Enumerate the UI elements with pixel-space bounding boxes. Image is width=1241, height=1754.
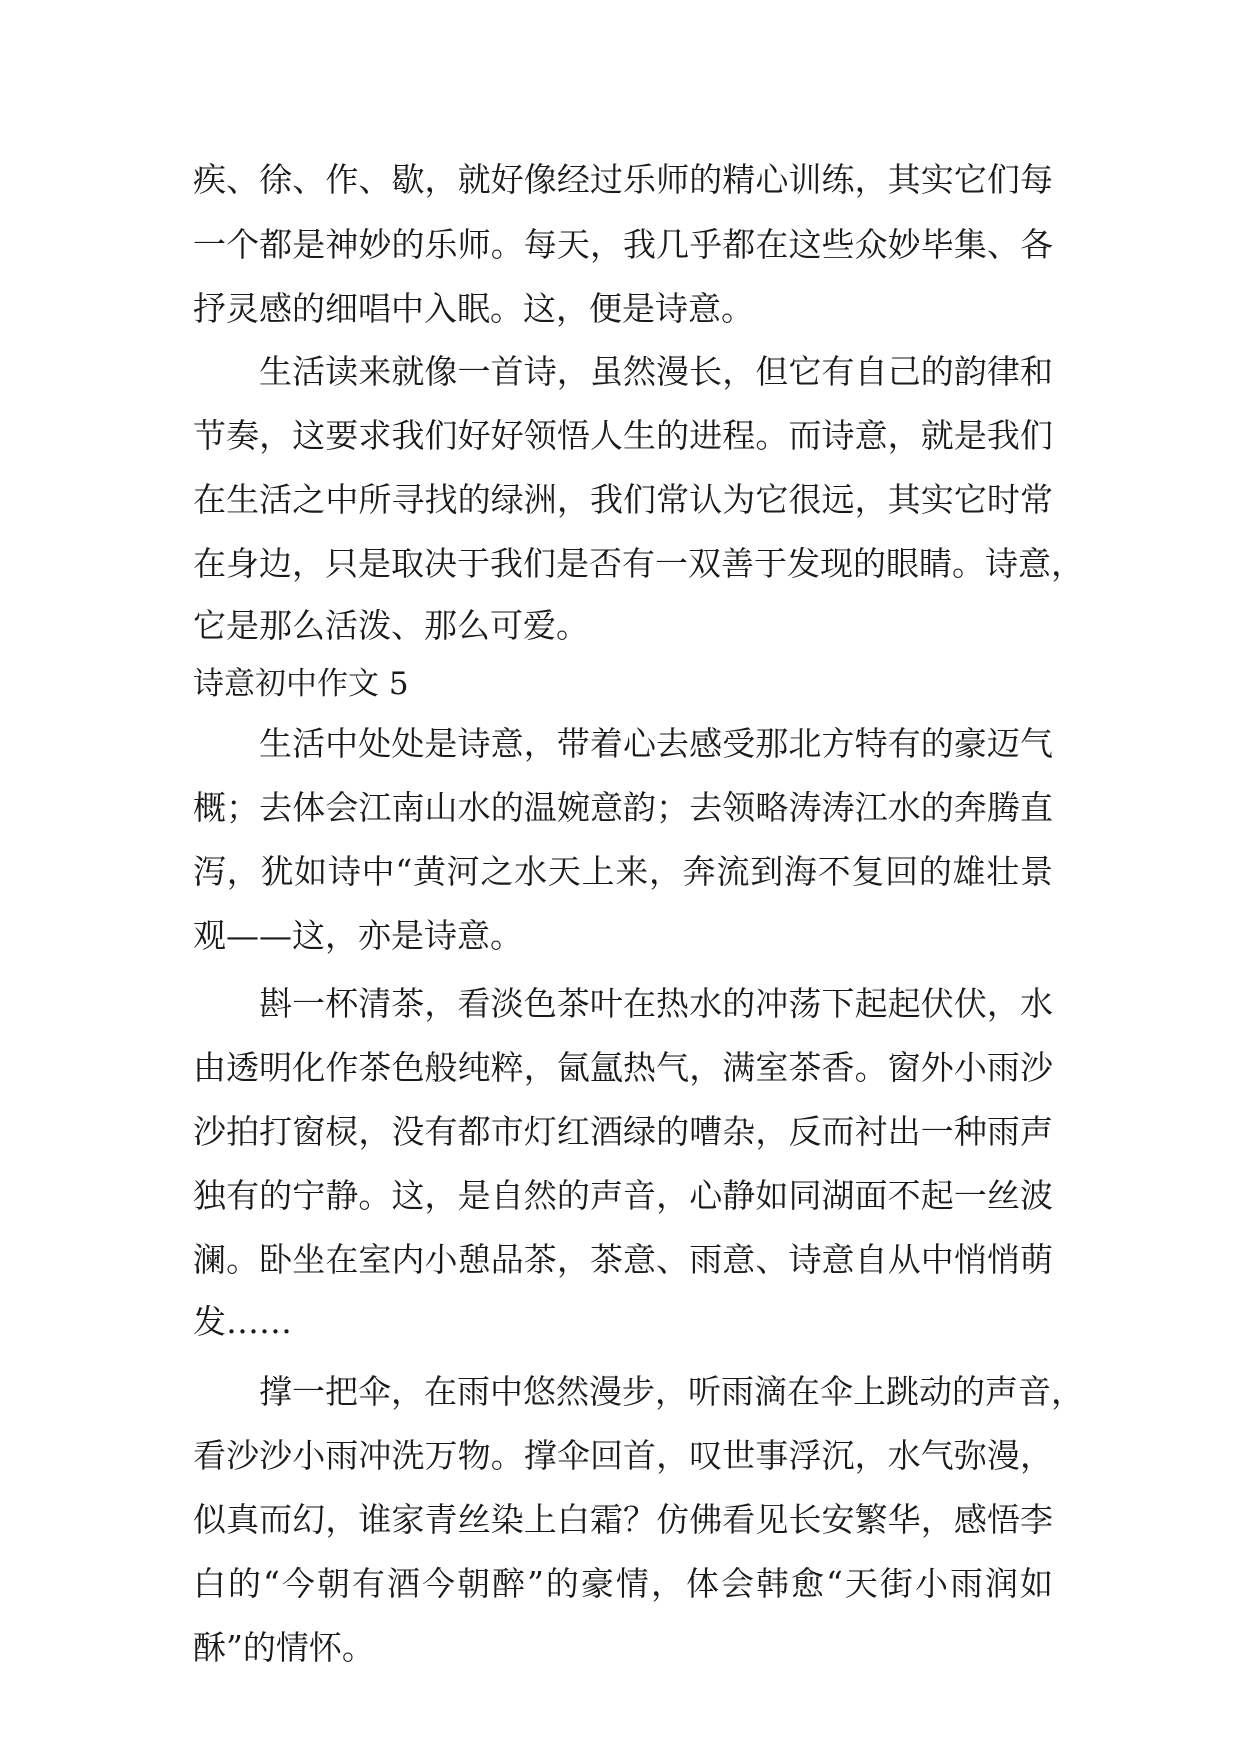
paragraph-5-line-4: 白的“今朝有酒今朝醉”的豪情，体会韩愈“天街小雨润如 xyxy=(193,1564,1053,1603)
section-heading: 诗意初中作文 5 xyxy=(193,666,409,702)
paragraph-3-line-1: 生活中处处是诗意，带着心去感受那北方特有的豪迈气 xyxy=(259,724,1053,763)
paragraph-5-line-5: 酥”的情怀。 xyxy=(193,1628,375,1667)
paragraph-3-line-2: 概；去体会江南山水的温婉意韵；去领略涛涛江水的奔腾直 xyxy=(193,788,1053,827)
paragraph-2-line-4: 在身边，只是取决于我们是否有一双善于发现的眼睛。诗意， xyxy=(193,544,1084,583)
paragraph-5-line-1: 撑一把伞，在雨中悠然漫步，听雨滴在伞上跳动的声音， xyxy=(259,1372,1084,1411)
paragraph-4-line-1: 斟一杯清茶，看淡色茶叶在热水的冲荡下起起伏伏，水 xyxy=(259,984,1053,1023)
paragraph-2-line-2: 节奏，这要求我们好好领悟人生的进程。而诗意，就是我们 xyxy=(193,416,1053,455)
paragraph-1-line-2: 一个都是神妙的乐师。每天，我几乎都在这些众妙毕集、各 xyxy=(193,225,1053,264)
paragraph-4-line-2: 由透明化作茶色般纯粹，氤氲热气，满室茶香。窗外小雨沙 xyxy=(193,1048,1053,1087)
paragraph-2-line-1: 生活读来就像一首诗，虽然漫长，但它有自己的韵律和 xyxy=(259,352,1053,391)
paragraph-4-line-3: 沙拍打窗棂，没有都市灯红酒绿的嘈杂，反而衬出一种雨声 xyxy=(193,1112,1053,1151)
paragraph-2-line-5: 它是那么活泼、那么可爱。 xyxy=(193,606,589,645)
paragraph-5-line-2: 看沙沙小雨冲洗万物。撑伞回首，叹世事浮沉，水气弥漫， xyxy=(193,1436,1053,1475)
paragraph-3-line-4: 观——这，亦是诗意。 xyxy=(193,916,523,955)
paragraph-4-line-5: 澜。卧坐在室内小憩品茶，茶意、雨意、诗意自从中悄悄萌 xyxy=(193,1240,1053,1279)
paragraph-4-line-4: 独有的宁静。这，是自然的声音，心静如同湖面不起一丝波 xyxy=(193,1176,1053,1215)
paragraph-4-line-6: 发…… xyxy=(193,1302,292,1341)
paragraph-1-line-3: 抒灵感的细唱中入眠。这，便是诗意。 xyxy=(193,289,754,328)
paragraph-1-line-1: 疾、徐、作、歇，就好像经过乐师的精心训练，其实它们每 xyxy=(193,160,1053,199)
paragraph-2-line-3: 在生活之中所寻找的绿洲，我们常认为它很远，其实它时常 xyxy=(193,480,1053,519)
paragraph-3-line-3: 泻，犹如诗中“黄河之水天上来，奔流到海不复回的雄壮景 xyxy=(193,852,1053,891)
paragraph-5-line-3: 似真而幻，谁家青丝染上白霜？仿佛看见长安繁华，感悟李 xyxy=(193,1500,1053,1539)
